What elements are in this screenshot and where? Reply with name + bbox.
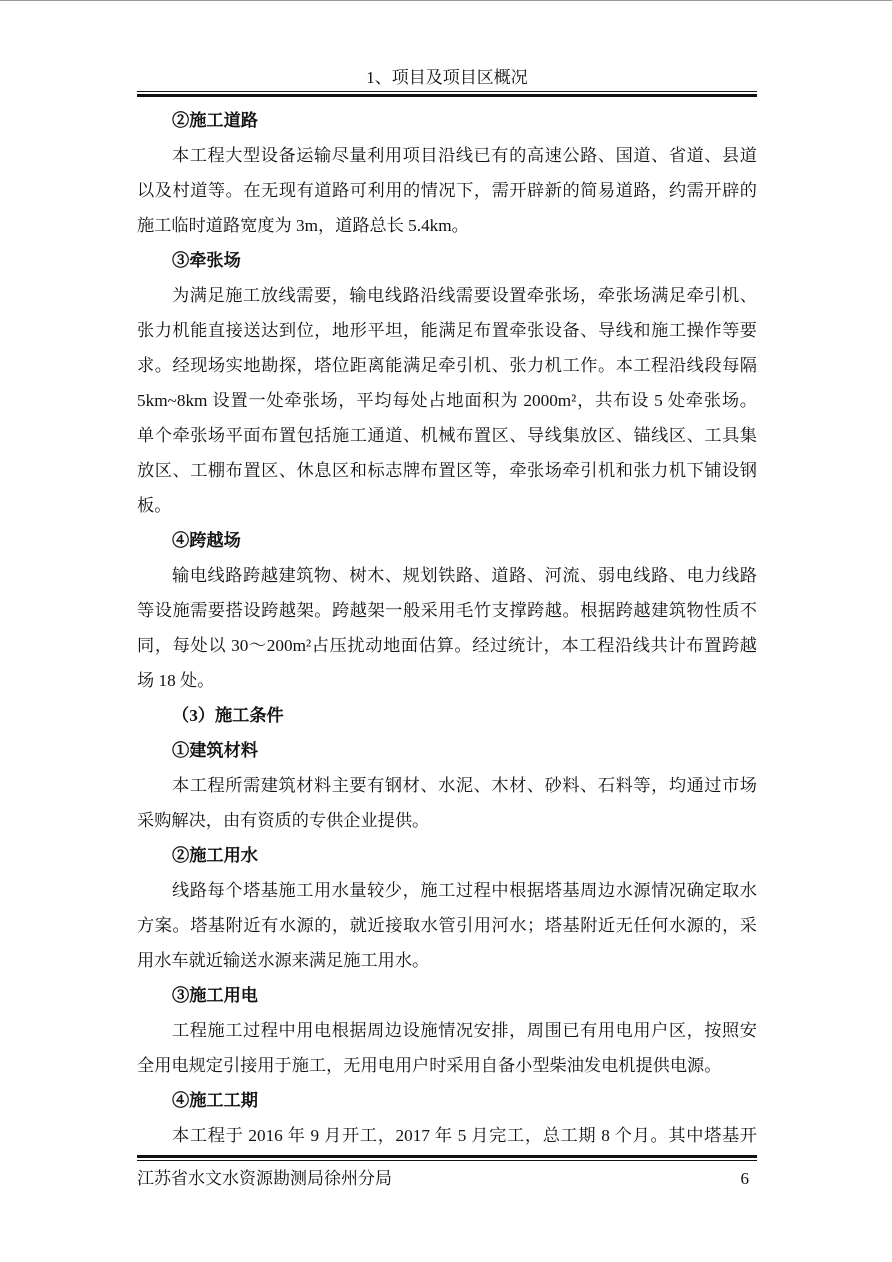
paragraph-line: 板。 [137, 496, 172, 515]
paragraph-line: 放区、工棚布置区、休息区和标志牌布置区等，牵张场牵引机和张力机下铺设钢 [137, 461, 757, 480]
paragraph-line: 场 18 处。 [137, 671, 215, 690]
paragraph-line: 施工临时道路宽度为 3m，道路总长 5.4km。 [137, 216, 469, 235]
paragraph-line: 采购解决，由有资质的专供企业提供。 [137, 811, 430, 830]
footer-rule-thin [137, 1160, 757, 1161]
paragraph [137, 768, 757, 838]
paragraph [137, 873, 757, 978]
section-heading: ③施工用电 [172, 986, 258, 1005]
document-body [137, 103, 757, 1153]
paragraph-line: 单个牵张场平面布置包括施工通道、机械布置区、导线集放区、锚线区、工具集 [137, 426, 757, 445]
header-rule-thick [137, 94, 757, 97]
paragraph [137, 1118, 757, 1153]
section-heading: ②施工用水 [172, 846, 258, 865]
section-heading: ②施工道路 [172, 111, 258, 130]
paragraph-line: 以及村道等。在无现有道路可利用的情况下，需开辟新的简易道路，约需开辟的 [137, 181, 757, 200]
section-heading: ④跨越场 [172, 531, 241, 550]
paragraph-line: 张力机能直接送达到位，地形平坦，能满足布置牵张设备、导线和施工操作等要 [137, 321, 757, 340]
section-heading: ④施工工期 [172, 1091, 258, 1110]
paragraph-line: 线路每个塔基施工用水量较少，施工过程中根据塔基周边水源情况确定取水 [172, 881, 757, 900]
footer-rule-thick [137, 1155, 757, 1158]
subsection-heading: （3）施工条件 [172, 706, 284, 725]
section-heading: ①建筑材料 [172, 741, 258, 760]
paragraph-line: 等设施需要搭设跨越架。跨越架一般采用毛竹支撑跨越。根据跨越建筑物性质不 [137, 601, 757, 620]
paragraph-line: 同，每处以 30～200m²占压扰动地面估算。经过统计，本工程沿线共计布置跨越 [137, 636, 757, 655]
page-header-title: 1、项目及项目区概况 [366, 68, 528, 87]
paragraph [137, 138, 757, 243]
paragraph-line: 全用电规定引接用于施工，无用电用户时采用自备小型柴油发电机提供电源。 [137, 1056, 722, 1075]
header-rule-thin [137, 91, 757, 92]
paragraph-line: 本工程于 2016 年 9 月开工，2017 年 5 月完工，总工期 8 个月。其中塔基开 [172, 1126, 757, 1145]
paragraph-line: 用水车就近输送水源来满足施工用水。 [137, 951, 430, 970]
paragraph-line: 本工程所需建筑材料主要有钢材、水泥、木材、砂料、石料等，均通过市场 [172, 776, 757, 795]
paragraph-line: 输电线路跨越建筑物、树木、规划铁路、道路、河流、弱电线路、电力线路 [172, 566, 757, 585]
paragraph [137, 1013, 757, 1083]
paragraph-line: 方案。塔基附近有水源的，就近接取水管引用河水；塔基附近无任何水源的，采 [137, 916, 757, 935]
paragraph-line: 工程施工过程中用电根据周边设施情况安排，周围已有用电用户区，按照安 [172, 1021, 757, 1040]
paragraph [137, 278, 757, 523]
page-number: 6 [740, 1169, 749, 1188]
paragraph [137, 558, 757, 698]
paragraph-line: 5km~8km 设置一处牵张场，平均每处占地面积为 2000m²，共布设 5 处牵张场。 [137, 391, 757, 410]
footer-organization: 江苏省水文水资源勘测局徐州分局 [137, 1169, 392, 1188]
paragraph-line: 为满足施工放线需要，输电线路沿线需要设置牵张场，牵张场满足牵引机、 [172, 286, 757, 305]
paragraph-line: 本工程大型设备运输尽量利用项目沿线已有的高速公路、国道、省道、县道 [172, 146, 757, 165]
paragraph-line: 求。经现场实地勘探，塔位距离能满足牵引机、张力机工作。本工程沿线段每隔 [137, 356, 757, 375]
section-heading: ③牵张场 [172, 251, 241, 270]
